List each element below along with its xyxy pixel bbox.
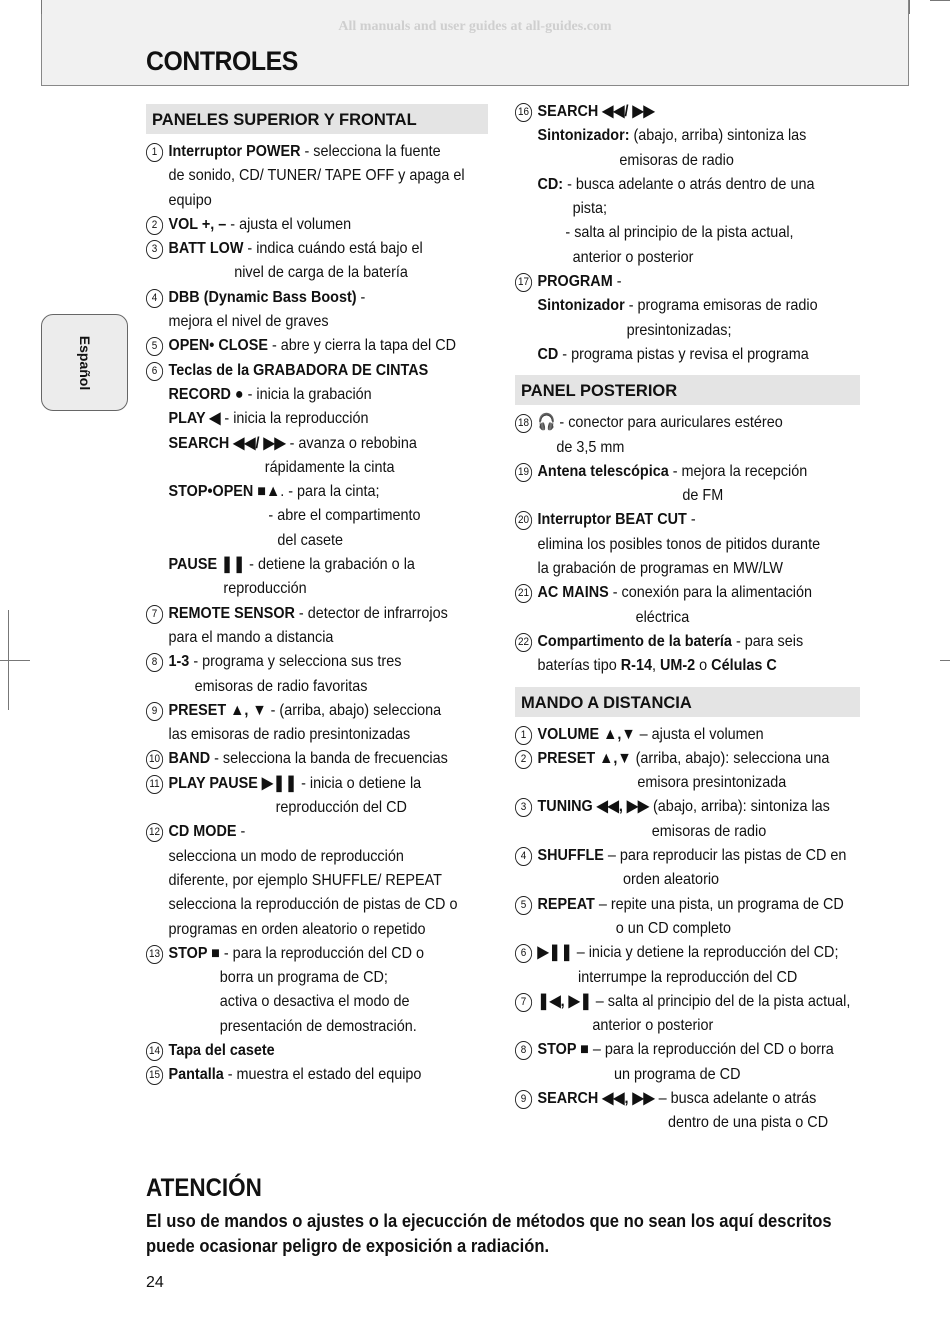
watermark: All manuals and user guides at all-guides.com <box>338 19 612 34</box>
control-description: - selecciona la fuente <box>300 143 441 160</box>
list-item <box>146 869 454 893</box>
list-item <box>146 845 454 869</box>
control-description: presentación de demostración. <box>219 1017 417 1035</box>
control-name: VOLUME ▲,▼ <box>537 725 636 743</box>
list-item <box>515 966 826 990</box>
item-number: 3 <box>515 798 532 817</box>
list-item <box>515 795 830 819</box>
list-item <box>515 844 847 868</box>
control-description: activa o desactiva el modo de <box>219 993 410 1011</box>
item-number: 4 <box>146 289 163 308</box>
crop-mark <box>909 0 910 14</box>
item-number: 5 <box>146 337 163 356</box>
control-name: BAND <box>168 750 211 768</box>
control-name: DBB (Dynamic Bass Boost) <box>168 288 357 306</box>
control-name: BATT LOW <box>168 240 244 258</box>
control-name: Antena telescópica <box>537 462 669 480</box>
control-name: ▶❚❚ <box>537 944 573 962</box>
control-description: de sonido, CD/ TUNER/ TAPE OFF y apaga el <box>168 167 465 185</box>
list-item <box>515 1038 834 1062</box>
list-item <box>515 1063 826 1087</box>
control-name: ❚◀, ▶❚ <box>537 992 592 1010</box>
list-item <box>146 602 454 626</box>
list-item <box>146 164 465 188</box>
list-item <box>515 1014 826 1038</box>
item-number: 11 <box>146 775 163 794</box>
control-description: de 3,5 mm <box>556 438 625 456</box>
control-description: – busca adelante o atrás <box>654 1089 817 1107</box>
item-number: 7 <box>515 993 532 1012</box>
control-name: STOP ■ <box>537 1041 589 1059</box>
item-number: 16 <box>515 103 532 122</box>
control-description: - mejora la recepción <box>668 462 808 480</box>
item-number: 18 <box>515 414 532 433</box>
control-description: - conector para auriculares estéreo <box>555 414 783 432</box>
control-name: Células C <box>711 657 777 675</box>
control-name: CD MODE <box>168 823 237 841</box>
control-description: o un CD completo <box>615 919 732 937</box>
list-item <box>146 261 454 285</box>
control-description: - abre el compartimento <box>268 507 421 525</box>
control-description: las emisoras de radio presintonizadas <box>168 726 411 744</box>
control-description: - abre y cierra la tapa del CD <box>267 337 457 355</box>
list-item <box>515 124 826 148</box>
control-description: - <box>686 511 696 529</box>
list-item <box>515 893 844 917</box>
list-item <box>515 343 826 367</box>
control-description: anterior o posterior <box>572 248 694 266</box>
item-number: 22 <box>515 633 532 652</box>
control-name: PLAY PAUSE ▶❚❚ <box>168 774 298 792</box>
item-number: 19 <box>515 463 532 482</box>
control-description: - <box>236 823 246 841</box>
control-name: TUNING ◀◀, ▶▶ <box>537 798 650 816</box>
control-description: borra un programa de CD; <box>219 969 388 987</box>
control-description: - inicia o detiene la <box>297 774 422 792</box>
control-name: 1-3 <box>168 653 190 671</box>
item-number: 10 <box>146 750 163 769</box>
list-item <box>146 189 454 213</box>
control-description: emisora presintonizada <box>637 774 787 792</box>
list-item <box>146 383 454 407</box>
left-column <box>146 104 488 1088</box>
list-item <box>515 1087 826 1111</box>
list-item <box>515 460 826 484</box>
control-description: – para la reproducción del CD o borra <box>588 1041 834 1059</box>
control-name: SEARCH ◀◀/ ▶▶ <box>537 103 655 120</box>
right-controls-list <box>515 100 860 367</box>
control-description: un programa de CD <box>614 1065 741 1083</box>
list-item <box>146 1039 454 1063</box>
item-number: 15 <box>146 1066 163 1085</box>
list-item <box>515 747 830 771</box>
list-item <box>146 723 454 747</box>
list-item <box>515 484 826 508</box>
control-description: (arriba, abajo): selecciona una <box>631 749 830 767</box>
control-description: - indica cuándo está bajo el <box>243 240 423 258</box>
list-item <box>146 918 454 942</box>
control-description: diferente, por ejemplo SHUFFLE/ REPEAT <box>168 871 442 889</box>
rear-controls-list <box>515 411 860 678</box>
control-description: (abajo, arriba) sintoniza las <box>629 127 807 145</box>
remote-controls-list <box>515 723 860 1136</box>
list-item <box>146 577 454 601</box>
control-description: presintonizadas; <box>626 321 732 339</box>
control-description: - ajusta el volumen <box>226 215 352 233</box>
list-item <box>515 771 826 795</box>
control-name: UM-2 <box>659 657 696 675</box>
control-name: AC MAINS <box>537 584 609 602</box>
item-number: 1 <box>146 143 163 162</box>
list-item <box>146 1063 454 1087</box>
control-description: - para la reproducción del CD o <box>219 944 424 962</box>
item-number: 8 <box>515 1041 532 1060</box>
control-name: SHUFFLE <box>537 847 604 865</box>
control-description: selecciona la reproducción de pistas de CD o <box>168 896 458 914</box>
list-item <box>146 699 454 723</box>
attention-text: El uso de mandos o ajustes o la ejecucción de métodos que no sean los aquí descritos puede ocasionar peligro de exposición a radiación. <box>146 1211 832 1256</box>
section-header-rear: PANEL POSTERIOR <box>515 375 860 405</box>
control-description: orden aleatorio <box>623 871 720 889</box>
attention-title: ATENCIÓN <box>146 1174 262 1202</box>
list-item <box>146 529 454 553</box>
control-description: reproducción del CD <box>275 799 407 817</box>
list-item <box>146 480 454 504</box>
control-name: REMOTE SENSOR <box>168 604 295 622</box>
list-item <box>146 237 454 261</box>
control-description: - programa pistas y revisa el programa <box>558 345 809 363</box>
control-name: R-14 <box>620 657 652 675</box>
control-name: 🎧 <box>537 414 556 432</box>
list-item <box>515 149 826 173</box>
control-description: del casete <box>277 531 344 549</box>
item-number: 8 <box>146 653 163 672</box>
item-number: 5 <box>515 896 532 915</box>
control-name: RECORD ● <box>168 385 244 403</box>
control-name: Teclas de la GRABADORA DE CINTAS <box>168 361 429 379</box>
control-description: - detector de infrarrojos <box>294 604 448 622</box>
list-item <box>515 630 826 654</box>
list-item <box>146 407 454 431</box>
control-description: emisoras de radio favoritas <box>194 677 368 695</box>
list-item <box>515 990 851 1014</box>
list-item <box>515 557 826 581</box>
item-number: 9 <box>146 702 163 721</box>
control-description: equipo <box>168 191 212 209</box>
list-item <box>515 868 826 892</box>
list-item <box>515 411 826 435</box>
control-description: elimina los posibles tonos de pitidos durante <box>537 535 821 553</box>
control-description: reproducción <box>223 580 307 598</box>
list-item <box>515 173 826 197</box>
control-name: PRESET ▲, ▼ <box>168 701 267 719</box>
control-description: - para seis <box>731 632 804 650</box>
control-description: emisoras de radio <box>619 151 734 169</box>
list-item <box>146 140 454 164</box>
control-description: - inicia la reproducción <box>220 410 369 428</box>
list-item <box>146 626 454 650</box>
control-name: Pantalla <box>168 1066 224 1084</box>
crop-mark <box>930 0 950 1</box>
section-header-remote: MANDO A DISTANCIA <box>515 687 860 717</box>
list-item <box>515 1111 829 1135</box>
control-name: PAUSE ❚❚ <box>168 556 246 574</box>
list-item <box>146 675 454 699</box>
control-name: Tapa del casete <box>168 1041 275 1059</box>
list-item <box>146 286 454 310</box>
list-item <box>515 941 839 965</box>
control-description: nivel de carga de la batería <box>234 264 408 282</box>
list-item <box>146 553 454 577</box>
control-description: – ajusta el volumen <box>635 725 764 743</box>
control-description: la grabación de programas en MW/LW <box>537 560 783 578</box>
control-description: emisoras de radio <box>651 822 767 840</box>
left-controls-list <box>146 140 488 1088</box>
item-number: 21 <box>515 584 532 603</box>
list-item <box>146 504 454 528</box>
list-item <box>515 654 826 678</box>
control-description: - programa emisoras de radio <box>624 297 818 315</box>
list-item <box>515 917 826 941</box>
control-description: - salta al principio de la pista actual, <box>565 224 794 242</box>
list-item <box>146 990 454 1014</box>
list-item <box>515 820 826 844</box>
control-description: - detiene la grabación o la <box>245 556 415 574</box>
list-item <box>146 310 454 334</box>
control-name: REPEAT <box>537 895 595 913</box>
list-item <box>515 533 826 557</box>
list-item <box>146 359 454 383</box>
list-item <box>515 581 826 605</box>
control-description: - programa y selecciona sus tres <box>189 653 402 671</box>
control-description: , <box>651 657 660 675</box>
list-item <box>146 893 458 917</box>
control-description: para el mando a distancia <box>168 628 334 646</box>
control-description: pista; <box>572 200 608 218</box>
control-description: - muestra el estado del equipo <box>223 1066 422 1084</box>
control-description: – repite una pista, un programa de CD <box>594 895 844 913</box>
control-description: o <box>695 657 712 675</box>
item-number: 1 <box>515 726 532 745</box>
list-item <box>515 319 826 343</box>
item-number: 9 <box>515 1090 532 1109</box>
control-description: baterías tipo <box>537 657 621 675</box>
item-number: 14 <box>146 1042 163 1061</box>
list-item <box>146 747 454 771</box>
control-description: - <box>356 288 366 306</box>
control-name: Interruptor BEAT CUT <box>537 511 687 529</box>
list-item <box>146 334 457 358</box>
list-item <box>515 436 826 460</box>
list-item <box>515 221 826 245</box>
control-name: PLAY ◀ <box>168 410 221 428</box>
list-item <box>515 246 826 270</box>
control-name: PROGRAM <box>537 273 613 291</box>
item-number: 6 <box>515 944 532 963</box>
control-description: – salta al principio del de la pista actual, <box>591 992 851 1010</box>
control-name: STOP•OPEN ■▲ <box>168 483 281 501</box>
control-description: selecciona un modo de reproducción <box>168 847 404 865</box>
crop-mark <box>8 610 9 710</box>
item-number: 7 <box>146 605 163 624</box>
language-tab <box>41 314 128 411</box>
list-item <box>515 294 826 318</box>
list-item <box>146 213 454 237</box>
item-number: 13 <box>146 945 163 964</box>
crop-mark <box>940 660 950 661</box>
crop-mark <box>0 660 30 661</box>
control-description: . - para la cinta; <box>280 483 380 501</box>
control-description: - (arriba, abajo) selecciona <box>266 701 442 719</box>
control-name: PRESET ▲,▼ <box>537 749 632 767</box>
control-description: programas en orden aleatorio o repetido <box>168 920 426 938</box>
control-name: CD <box>537 345 559 363</box>
control-description: - <box>612 273 622 291</box>
control-name: CD: <box>537 175 564 193</box>
list-item <box>146 1015 454 1039</box>
list-item <box>146 820 454 844</box>
page-title: CONTROLES <box>146 46 298 76</box>
control-description: – para reproducir las pistas de CD en <box>603 847 847 865</box>
control-description: interrumpe la reproducción del CD <box>578 968 798 986</box>
item-number: 3 <box>146 240 163 259</box>
list-item <box>515 197 826 221</box>
control-description: mejora el nivel de graves <box>168 313 329 331</box>
list-item <box>146 456 454 480</box>
control-name: VOL +, – <box>168 215 227 233</box>
item-number: 20 <box>515 511 532 530</box>
page-number: 24 <box>146 1274 164 1291</box>
control-description: de FM <box>682 487 724 505</box>
list-item <box>146 432 454 456</box>
item-number: 2 <box>515 750 532 769</box>
control-description: dentro de una pista o CD <box>668 1114 829 1132</box>
control-description: - selecciona la banda de frecuencias <box>210 750 448 768</box>
control-description: – inicia y detiene la reproducción del CD; <box>572 944 839 962</box>
right-column <box>515 100 860 1136</box>
crop-mark <box>41 0 42 14</box>
control-description: anterior o posterior <box>592 1017 714 1035</box>
item-number: 2 <box>146 216 163 235</box>
list-item <box>146 966 454 990</box>
control-name: SEARCH ◀◀, ▶▶ <box>537 1089 655 1107</box>
list-item <box>146 772 454 796</box>
control-name: OPEN• CLOSE <box>168 337 268 355</box>
list-item <box>146 650 454 674</box>
list-item <box>515 100 826 124</box>
control-description: rápidamente la cinta <box>264 458 395 476</box>
control-description: (abajo, arriba): sintoniza las <box>649 798 830 816</box>
control-name: STOP ■ <box>168 944 220 962</box>
item-number: 6 <box>146 362 163 381</box>
list-item <box>146 942 454 966</box>
control-description: - conexión para la alimentación <box>608 584 813 602</box>
control-name: Compartimento de la batería <box>537 632 732 650</box>
language-tab-label: Español <box>76 335 93 390</box>
control-description: - avanza o rebobina <box>285 434 417 452</box>
control-name: Sintonizador <box>537 297 625 315</box>
control-name: Sintonizador: <box>537 127 630 145</box>
list-item <box>515 270 826 294</box>
control-description: - inicia la grabación <box>243 385 372 403</box>
list-item <box>515 723 826 747</box>
list-item <box>515 508 826 532</box>
control-description: - busca adelante o atrás dentro de una <box>563 175 815 193</box>
section-header-top-front: PANELES SUPERIOR Y FRONTAL <box>146 104 488 134</box>
item-number: 17 <box>515 273 532 292</box>
item-number: 4 <box>515 847 532 866</box>
control-name: Interruptor POWER <box>168 143 301 160</box>
list-item <box>515 606 826 630</box>
list-item <box>146 796 454 820</box>
item-number: 12 <box>146 823 163 842</box>
control-description: eléctrica <box>635 608 690 626</box>
control-name: SEARCH ◀◀/ ▶▶ <box>168 434 286 452</box>
